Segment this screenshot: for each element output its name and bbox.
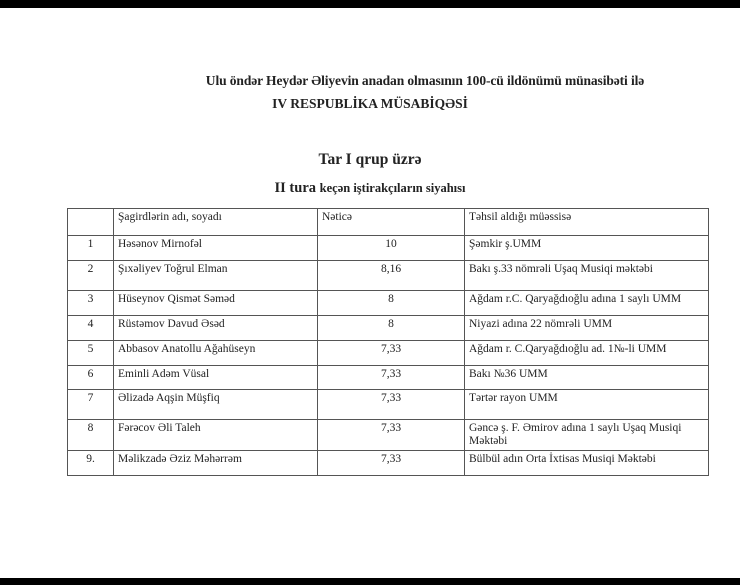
row-name: Eminli Adəm Vüsal (114, 366, 318, 390)
bottom-border (0, 578, 740, 585)
list-title (0, 180, 740, 197)
row-school: Ağdam r.C. Qaryağdıoğlu adına 1 saylı UMM (465, 291, 709, 316)
top-border (0, 0, 740, 8)
table-row (68, 341, 709, 366)
row-school: Tərtər rayon UMM (465, 390, 709, 420)
list-title-main: II tura (274, 180, 317, 196)
row-number: 8 (68, 420, 114, 451)
header-school: Təhsil aldığı müəssisə (465, 209, 709, 236)
row-school: Ağdam r. C.Qaryağdıoğlu ad. 1№-li UMM (465, 341, 709, 366)
row-school: Bakı №36 UMM (465, 366, 709, 390)
row-number: 2 (68, 261, 114, 291)
table-row (68, 261, 709, 291)
table-row (68, 366, 709, 390)
row-number: 3 (68, 291, 114, 316)
document-subheading: Tar I qrup üzrə (318, 151, 422, 168)
row-school: Gəncə ş. F. Əmirov adına 1 saylı Uşaq Musiqi Məktəbi (465, 420, 709, 451)
row-score: 7,33 (318, 341, 465, 366)
row-school: Bakı ş.33 nömrəli Uşaq Musiqi məktəbi (465, 261, 709, 291)
table-row (68, 316, 709, 341)
table-row (68, 420, 709, 451)
header-score: Nəticə (318, 209, 465, 236)
row-name: Hüseynov Qismət Səməd (114, 291, 318, 316)
row-name: Fərəcov Əli Taleh (114, 420, 318, 451)
row-name: Abbasov Anatollu Ağahüseyn (114, 341, 318, 366)
row-score: 8 (318, 291, 465, 316)
table-row (68, 291, 709, 316)
table-header-row (68, 209, 709, 236)
row-name: Həsənov Mirnofəl (114, 236, 318, 261)
participants-table (67, 208, 709, 476)
row-school: Niyazi adına 22 nömrəli UMM (465, 316, 709, 341)
row-number: 1 (68, 236, 114, 261)
document-heading-line1: Ulu öndər Heydər Əliyevin anadan olmasının 100-cü ildönümü münasibəti ilə (205, 73, 645, 88)
row-number: 4 (68, 316, 114, 341)
row-score: 8,16 (318, 261, 465, 291)
row-number: 9. (68, 451, 114, 476)
row-number: 5 (68, 341, 114, 366)
row-name: Məlikzadə Əziz Məhərrəm (114, 451, 318, 476)
list-title-rest: keçən iştirakçıların siyahısı (319, 181, 466, 195)
header-number (68, 209, 114, 236)
row-score: 7,33 (318, 420, 465, 451)
table-row (68, 236, 709, 261)
row-score: 7,33 (318, 366, 465, 390)
row-score: 10 (318, 236, 465, 261)
row-name: Əlizadə Aqşin Müşfiq (114, 390, 318, 420)
row-number: 6 (68, 366, 114, 390)
row-school: Şəmkir ş.UMM (465, 236, 709, 261)
row-name: Rüstəmov Davud Əsəd (114, 316, 318, 341)
row-school: Bülbül adın Orta İxtisas Musiqi Məktəbi (465, 451, 709, 476)
row-number: 7 (68, 390, 114, 420)
row-name: Şıxəliyev Toğrul Elman (114, 261, 318, 291)
table-row (68, 451, 709, 476)
row-score: 7,33 (318, 390, 465, 420)
header-name: Şagirdlərin adı, soyadı (114, 209, 318, 236)
row-score: 7,33 (318, 451, 465, 476)
document-heading-line2: IV RESPUBLİKA MÜSABİQƏSİ (272, 96, 468, 111)
table-row (68, 390, 709, 420)
row-score: 8 (318, 316, 465, 341)
